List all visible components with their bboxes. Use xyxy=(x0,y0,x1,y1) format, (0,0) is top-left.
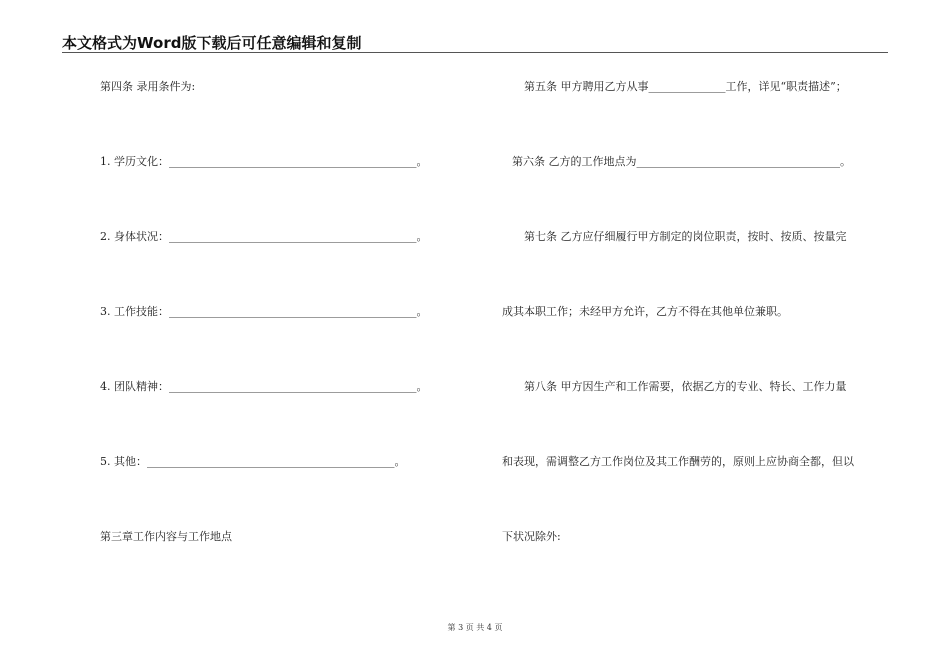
article-8-line-3: 下状况除外: xyxy=(502,530,561,543)
condition-skills: 3. 工作技能：_____________________________________________。 xyxy=(100,305,428,318)
document-header-title: 本文格式为Word版下载后可任意编辑和复制 xyxy=(62,34,362,52)
article-8-line-1: 第八条 甲方因生产和工作需要，依据乙方的专业、特长、工作力量 xyxy=(524,380,847,393)
chapter-3-heading: 第三章工作内容与工作地点 xyxy=(100,530,232,543)
article-4-heading: 第四条 录用条件为: xyxy=(100,80,196,93)
condition-education: 1. 学历文化：_____________________________________________。 xyxy=(100,155,428,168)
article-6: 第六条 乙方的工作地点为_____________________________________。 xyxy=(512,155,851,168)
article-7-line-1: 第七条 乙方应仔细履行甲方制定的岗位职责，按时、按质、按量完 xyxy=(524,230,847,243)
article-5: 第五条 甲方聘用乙方从事______________工作，详见“职责描述”； xyxy=(524,80,847,93)
article-7-line-2: 成其本职工作；未经甲方允许，乙方不得在其他单位兼职。 xyxy=(502,305,788,318)
header-divider xyxy=(62,52,888,53)
article-8-line-2: 和表现，需调整乙方工作岗位及其工作酬劳的，原则上应协商全都，但以 xyxy=(502,455,854,468)
condition-teamwork: 4. 团队精神：_____________________________________________。 xyxy=(100,380,428,393)
condition-health: 2. 身体状况：_____________________________________________。 xyxy=(100,230,428,243)
condition-other: 5. 其他：_____________________________________________。 xyxy=(100,455,406,468)
page-number: 第 3 页 共 4 页 xyxy=(447,623,503,632)
